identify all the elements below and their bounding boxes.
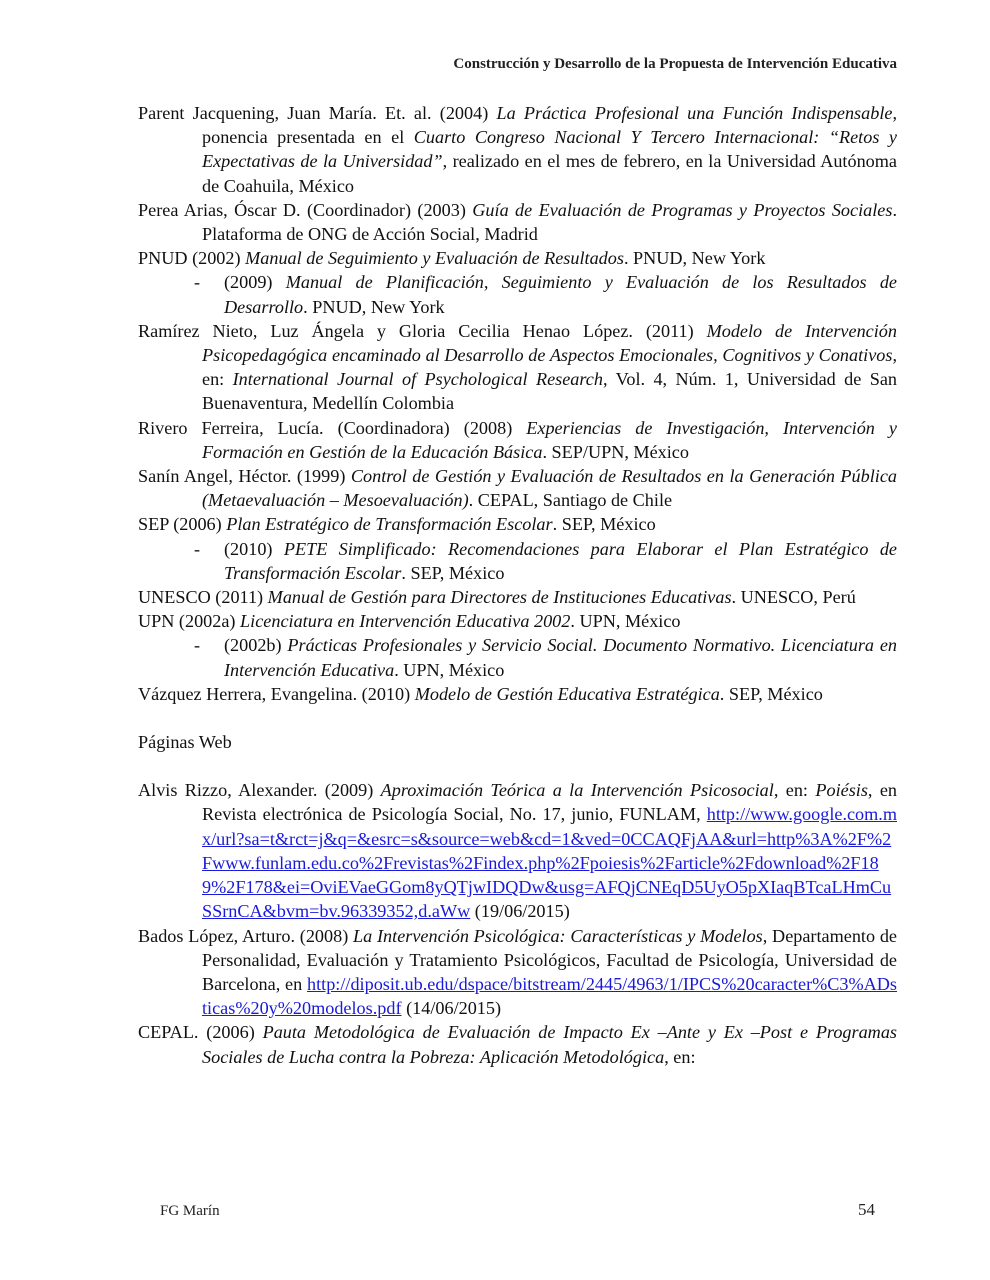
reference-subentry: - (2002b) Prácticas Profesionales y Servicio Social. Documento Normativo. Licenciatura en Intervención Educativa. UPN, México: [194, 635, 897, 680]
reference-entry: Vázquez Herrera, Evangelina. (2010) Modelo de Gestión Educativa Estratégica. SEP, México: [138, 683, 823, 704]
reference-entry: SEP (2006) Plan Estratégico de Transformación Escolar. SEP, México: [138, 514, 656, 535]
section-heading: Páginas Web: [138, 732, 232, 753]
reference-entry: Sanín Angel, Héctor. (1999) Control de Gestión y Evaluación de Resultados en la Generación Pública (Metaevaluación – Mesoevaluación). CEPAL, Santiago de Chile: [138, 466, 898, 511]
web-reference-entry: Bados López, Arturo. (2008) La Intervención Psicológica: Características y Modelos, Departamento de Personalidad, Evaluación y Tratamiento Psicológicos, Facultad de Psicología, Universidad de Barcelona, en http://diposit.ub.edu/dspace/bitstream/2445/4963/1/IPCS%20caracter%C3%ADsticas%20y%20modelos.pdf (14/06/2015): [138, 925, 898, 1019]
reference-entry: Rivero Ferreira, Lucía. (Coordinadora) (2008) Experiencias de Investigación, Intervención y Formación en Gestión de la Educación Básica. SEP/UPN, México: [138, 417, 897, 462]
reference-entry: PNUD (2002) Manual de Seguimiento y Evaluación de Resultados. PNUD, New York: [138, 248, 766, 269]
footer-author: FG Marín: [160, 1203, 220, 1219]
web-reference-entry: Alvis Rizzo, Alexander. (2009) Aproximación Teórica a la Intervención Psicosocial, en: Poiésis, en Revista electrónica de Psicología Social, No. 17, junio, FUNLAM, http://www.google.com.mx/url?sa=t&rct=j&q=&esrc=s&source=web&cd=1&ved=0CCAQFjAA&url=http%3A%2F%2Fwww.funlam.edu.co%2Frevistas%2Findex.php%2Fpoiesis%2Farticle%2Fdownload%2F189%2F178&ei=OviEVaeGGom8yQTjwIDQDw&usg=AFQjCNEqD5UyO5pXIaqBTcaLHmCuSSrnCA&bvm=bv.96339352,d.aWw (19/06/2015): [138, 780, 897, 922]
running-header: Construcción y Desarrollo de la Propuesta de Intervención Educativa: [453, 56, 897, 72]
web-reference-entry: CEPAL. (2006) Pauta Metodológica de Evaluación de Impacto Ex –Ante y Ex –Post e Programas Sociales de Lucha contra la Pobreza: Aplicación Metodológica, en:: [138, 1022, 897, 1067]
reference-subentry: - (2009) Manual de Planificación, Seguimiento y Evaluación de los Resultados de Desarrollo. PNUD, New York: [194, 272, 897, 317]
reference-entry: Ramírez Nieto, Luz Ángela y Gloria Cecilia Henao López. (2011) Modelo de Intervención Psicopedagógica encaminado al Desarrollo de Aspectos Emocionales, Cognitivos y Conativos, en: International Journal of Psychological Research, Vol. 4, Núm. 1, Universidad de San Buenaventura, Medellín Colombia: [138, 320, 897, 414]
reference-entry: UNESCO (2011) Manual de Gestión para Directores de Instituciones Educativas. UNESCO, Perú: [138, 587, 856, 608]
reference-link[interactable]: http://www.google.com.mx/url?sa=t&rct=j&q=&esrc=s&source=web&cd=1&ved=0CCAQFjAA&url=http%3A%2F%2Fwww.funlam.edu.co%2Frevistas%2Findex.php%2Fpoiesis%2Farticle%2Fdownload%2F189%2F178&ei=OviEVaeGGom8yQTjwIDQDw&usg=AFQjCNEqD5UyO5pXIaqBTcaLHmCuSSrnCA&bvm=bv.96339352,d.aWw: [202, 804, 897, 922]
reference-entry: UPN (2002a) Licenciatura en Intervención Educativa 2002. UPN, México: [138, 611, 681, 632]
reference-entry: Parent Jacquening, Juan María. Et. al. (2004) La Práctica Profesional una Función Indispensable, ponencia presentada en el Cuarto Congreso Nacional Y Tercero Internacional: “Retos y Expectativas de la Universidad”, realizado en el mes de febrero, en la Universidad Autónoma de Coahuila, México: [138, 103, 897, 196]
page-number: 54: [858, 1200, 875, 1219]
reference-subentry: - (2010) PETE Simplificado: Recomendaciones para Elaborar el Plan Estratégico de Transformación Escolar. SEP, México: [194, 538, 897, 583]
reference-list: [138, 101, 897, 1069]
reference-link[interactable]: http://diposit.ub.edu/dspace/bitstream/2445/4963/1/IPCS%20caracter%C3%ADsticas%20y%20modelos.pdf: [202, 973, 897, 1019]
reference-entry: Perea Arias, Óscar D. (Coordinador) (2003) Guía de Evaluación de Programas y Proyectos Sociales. Plataforma de ONG de Acción Social, Madrid: [138, 199, 897, 245]
